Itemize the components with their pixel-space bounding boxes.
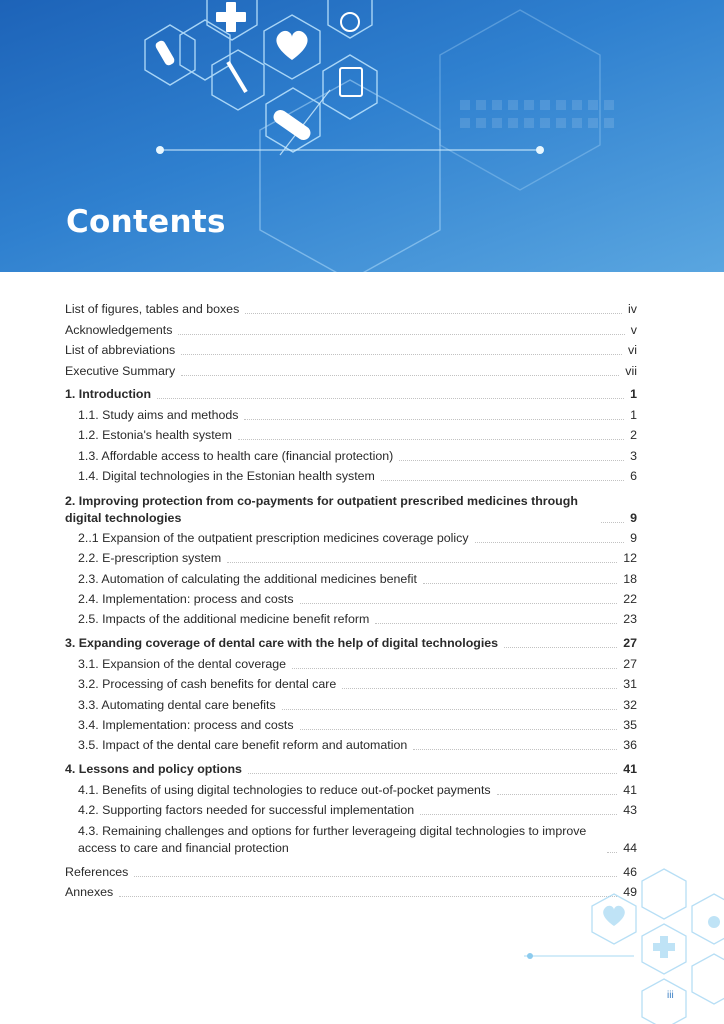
toc-entry-page: 22 <box>623 592 637 607</box>
dot-leader <box>420 814 617 815</box>
toc-entry[interactable] <box>65 318 637 338</box>
toc-entry-page: 46 <box>623 864 637 879</box>
dot-leader <box>497 794 618 795</box>
dot-leader <box>248 773 617 774</box>
toc-entry-label: List of abbreviations <box>65 343 176 358</box>
dot-leader <box>244 419 624 420</box>
toc-entry-label: 4. Lessons and policy options <box>65 762 242 777</box>
toc-entry-page: 3 <box>630 448 637 463</box>
toc-entry-label: 3.2. Processing of cash benefits for dental care <box>78 677 337 692</box>
toc-entry[interactable] <box>65 608 637 628</box>
toc-entry[interactable] <box>65 339 637 359</box>
toc-entry-label: 2.5. Impacts of the additional medicine benefit reform <box>78 612 370 627</box>
toc-entry-page: 31 <box>623 677 637 692</box>
toc-entry-label: Executive Summary <box>65 363 176 378</box>
toc-entry-page: 36 <box>623 738 637 753</box>
dot-leader <box>300 603 618 604</box>
toc-entry[interactable] <box>65 734 637 754</box>
dot-leader <box>282 709 618 710</box>
toc-entry[interactable] <box>65 714 637 734</box>
toc-entry-page: 1 <box>630 387 637 402</box>
toc-entry[interactable] <box>65 527 637 547</box>
toc-entry-label: References <box>65 864 129 879</box>
toc-entry-page: 41 <box>623 762 637 777</box>
toc-entry[interactable] <box>65 444 637 464</box>
toc-entry-page: 2 <box>630 428 637 443</box>
toc-entry[interactable] <box>65 693 637 713</box>
toc-entry-label: 4.1. Benefits of using digital technologies to reduce out-of-pocket payments <box>78 782 491 797</box>
dot-leader <box>413 749 617 750</box>
toc-entry-page: 12 <box>623 551 637 566</box>
toc-entry-label: 4.3. Remaining challenges and options for further leverageing digital technologies to improve access to care and financial protection <box>78 823 587 855</box>
toc-entry[interactable] <box>65 489 637 527</box>
dot-leader <box>475 542 625 543</box>
toc-entry-label: Annexes <box>65 885 114 900</box>
dot-leader <box>157 398 624 399</box>
toc-entry-page: 49 <box>623 885 637 900</box>
toc-entry[interactable] <box>65 588 637 608</box>
toc-entry-page: 27 <box>623 656 637 671</box>
toc-entry-page: 44 <box>623 840 637 855</box>
toc-entry-page: iv <box>628 302 637 317</box>
toc-entry-label: 1. Introduction <box>65 387 152 402</box>
toc-entry-page: vii <box>625 363 637 378</box>
toc-entry-page: 6 <box>630 469 637 484</box>
toc-entry-page: 41 <box>623 782 637 797</box>
dot-leader <box>342 688 617 689</box>
dot-leader <box>181 375 619 376</box>
dot-leader <box>399 460 624 461</box>
page-title: Contents <box>66 204 226 240</box>
dot-leader <box>227 562 617 563</box>
toc-entry-page: 9 <box>630 510 637 525</box>
toc-entry-page: 32 <box>623 697 637 712</box>
toc-entry-label: 2..1 Expansion of the outpatient prescription medicines coverage policy <box>78 530 469 545</box>
toc-entry[interactable] <box>65 465 637 485</box>
toc-entry-label: 4.2. Supporting factors needed for successful implementation <box>78 802 415 817</box>
toc-entry[interactable] <box>65 819 637 857</box>
toc-entry-label: 3.5. Impact of the dental care benefit reform and automation <box>78 738 408 753</box>
toc-entry-label: 1.3. Affordable access to health care (financial protection) <box>78 448 394 463</box>
page-number: iii <box>667 990 674 1001</box>
dot-leader <box>238 439 624 440</box>
toc-entry-label: 3.1. Expansion of the dental coverage <box>78 656 287 671</box>
toc-entry-label: 1.4. Digital technologies in the Estonian health system <box>78 469 375 484</box>
table-of-contents <box>65 298 637 901</box>
toc-entry-page: vi <box>628 343 637 358</box>
toc-entry[interactable] <box>65 359 637 379</box>
toc-entry-page: 27 <box>623 636 637 651</box>
toc-entry-label: 3.3. Automating dental care benefits <box>78 697 276 712</box>
dot-leader <box>375 623 617 624</box>
toc-entry[interactable] <box>65 403 637 423</box>
toc-entry-label: 2.4. Implementation: process and costs <box>78 592 294 607</box>
toc-entry-page: 23 <box>623 612 637 627</box>
toc-entry-page: 43 <box>623 802 637 817</box>
toc-entry[interactable] <box>65 673 637 693</box>
toc-entry-label: 1.1. Study aims and methods <box>78 407 239 422</box>
toc-entry-label: 2. Improving protection from co-payments for outpatient prescribed medicines through digital technologies <box>65 493 578 525</box>
footer-hexagon-decoration <box>524 854 724 1024</box>
dot-leader <box>607 852 617 853</box>
toc-entry-page: 35 <box>623 717 637 732</box>
toc-entry[interactable] <box>65 778 637 798</box>
toc-entry-label: 3. Expanding coverage of dental care with the help of digital technologies <box>65 636 499 651</box>
toc-entry-label: Acknowledgements <box>65 322 173 337</box>
dot-leader <box>504 647 617 648</box>
toc-entry[interactable] <box>65 298 637 318</box>
toc-entry-label: List of figures, tables and boxes <box>65 302 240 317</box>
toc-entry-page: 9 <box>630 530 637 545</box>
toc-entry-label: 1.2. Estonia's health system <box>78 428 232 443</box>
toc-entry-page: v <box>630 322 637 337</box>
toc-entry[interactable] <box>65 758 637 778</box>
dot-leader <box>292 668 617 669</box>
dot-leader <box>245 313 622 314</box>
toc-entry-label: 2.2. E-prescription system <box>78 551 222 566</box>
toc-entry[interactable] <box>65 424 637 444</box>
toc-entry-page: 1 <box>630 407 637 422</box>
dot-leader <box>381 480 624 481</box>
dot-leader <box>181 354 622 355</box>
dot-leader <box>300 729 618 730</box>
header-banner <box>0 0 724 272</box>
toc-entry[interactable] <box>65 652 637 672</box>
toc-entry-label: 2.3. Automation of calculating the additional medicines benefit <box>78 571 417 586</box>
toc-entry[interactable] <box>65 799 637 819</box>
dot-leader <box>601 522 624 523</box>
toc-entry[interactable] <box>65 567 637 587</box>
toc-entry[interactable] <box>65 383 637 403</box>
toc-entry-label: 3.4. Implementation: process and costs <box>78 717 294 732</box>
dot-leader <box>178 334 624 335</box>
toc-entry[interactable] <box>65 632 637 652</box>
toc-entry-page: 18 <box>623 571 637 586</box>
dot-leader <box>423 583 617 584</box>
toc-entry[interactable] <box>65 547 637 567</box>
